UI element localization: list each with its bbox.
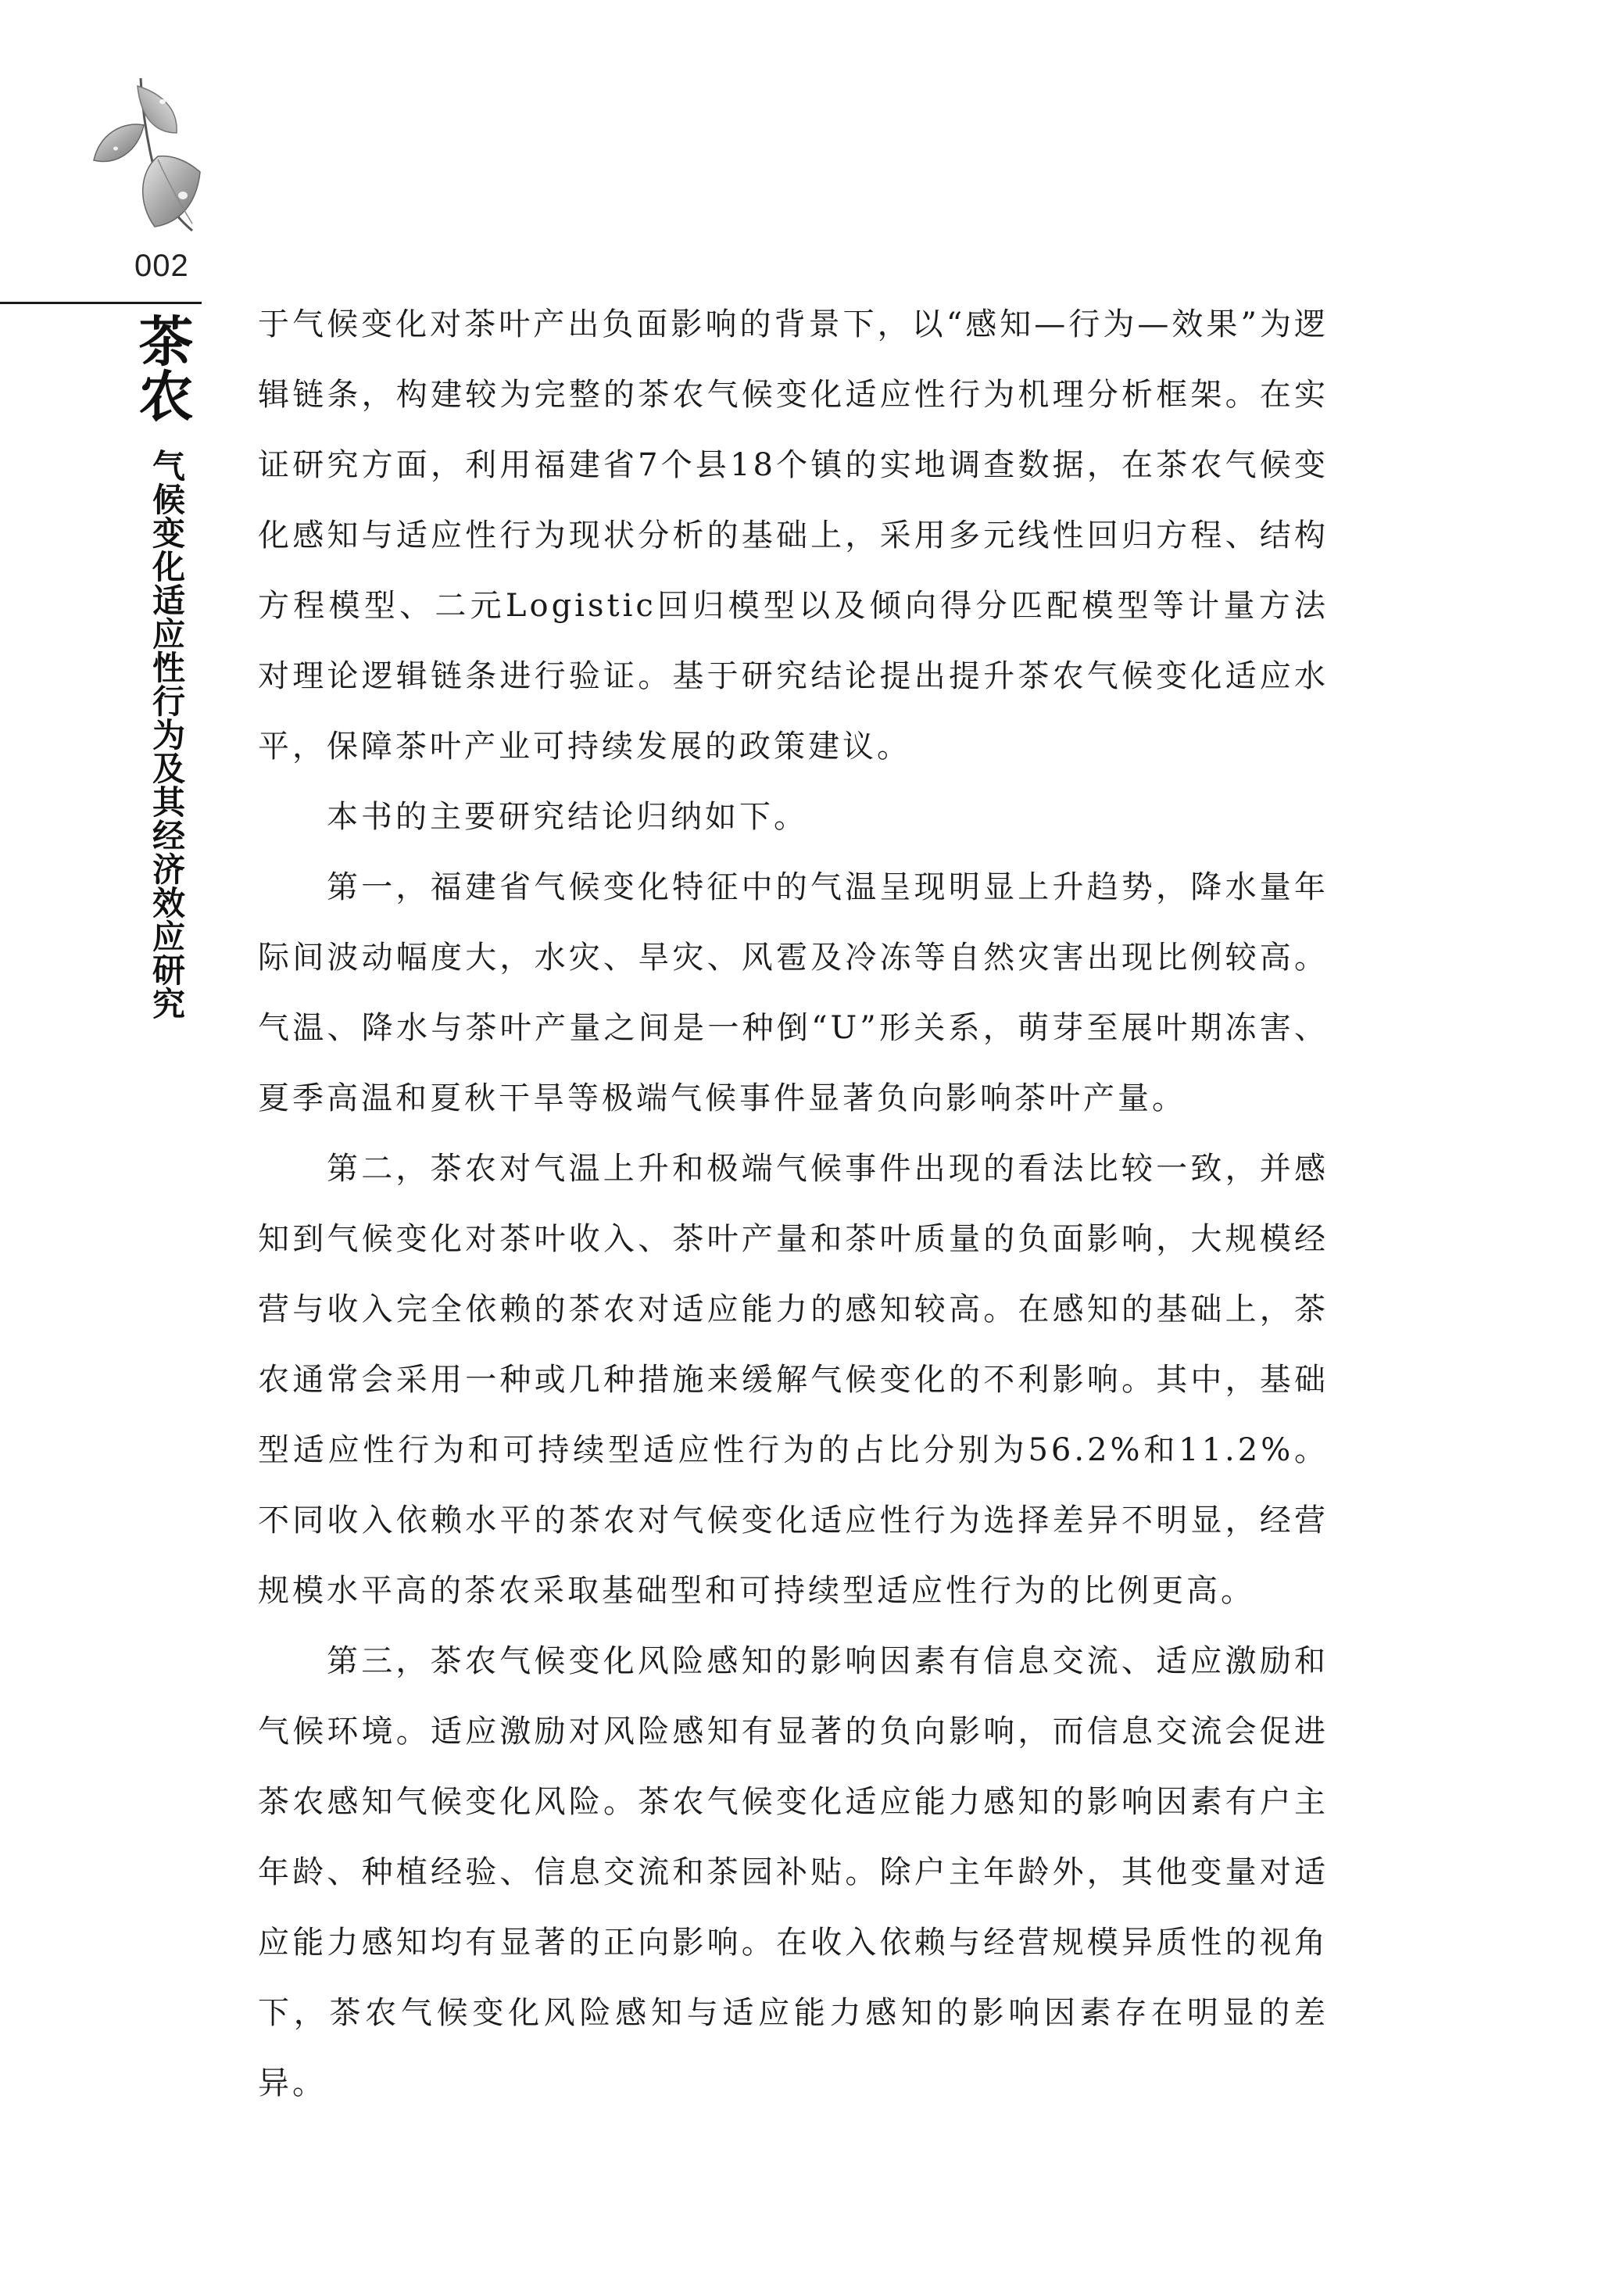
paragraph: 第三，茶农气候变化风险感知的影响因素有信息交流、适应激励和气候环境。适应激励对风险感知有显著的负向影响，而信息交流会促进茶农感知气候变化风险。茶农气候变化适应能力感知的影响因素有户主年龄、种植经验、信息交流和茶园补贴。除户主年龄外，其他变量对适应能力感知均有显著的正向影响。在收入依赖与经营规模异质性的视角下，茶农气候变化风险感知与适应能力感知的影响因素存在明显的差异。 xyxy=(258,1643,1329,2101)
paragraph: 第二，茶农对气温上升和极端气候事件出现的看法比较一致，并感知到气候变化对茶叶收入、茶叶产量和茶叶质量的负面影响，大规模经营与收入完全依赖的茶农对适应能力的感知较高。在感知的基础上，茶农通常会采用一种或几种措施来缓解气候变化的不利影响。其中，基础型适应性行为和可持续型适应性行为的占比分别为56.2%和11.2%。不同收入依赖水平的茶农对气候变化适应性行为选择差异不明显，经营规模水平高的茶农采取基础型和可持续型适应性行为的比例更高。 xyxy=(258,1151,1329,1609)
tea-leaves-icon xyxy=(92,78,217,235)
book-title-main: 茶农 xyxy=(130,313,195,422)
book-title-subtitle: 气候变化适应性行为及其经济效应研究 xyxy=(148,449,186,1020)
paragraph: 本书的主要研究结论归纳如下。 xyxy=(327,799,808,835)
body-text xyxy=(258,289,1329,2119)
paragraph: 于气候变化对茶叶产出负面影响的背景下，以“感知—行为—效果”为逻辑链条，构建较为完整的茶农气候变化适应性行为机理分析框架。在实证研究方面，利用福建省7个县18个镇的实地调查数据，在茶农气候变化感知与适应性行为现状分析的基础上，采用多元线性回归方程、结构方程模型、二元Logistic回归模型以及倾向得分匹配模型等计量方法对理论逻辑链条进行验证。基于研究结论提出提升茶农气候变化适应水平，保障茶叶产业可持续发展的政策建议。 xyxy=(258,306,1329,765)
paragraph: 第一，福建省气候变化特征中的气温呈现明显上升趋势，降水量年际间波动幅度大，水灾、旱灾、风雹及冷冻等自然灾害出现比例较高。气温、降水与茶叶产量之间是一种倒“U”形关系，萌芽至展叶期冻害、夏季高温和夏秋干旱等极端气候事件显著负向影响茶叶产量。 xyxy=(258,869,1329,1116)
page-number: 002 xyxy=(134,249,189,283)
header-divider xyxy=(0,302,202,304)
